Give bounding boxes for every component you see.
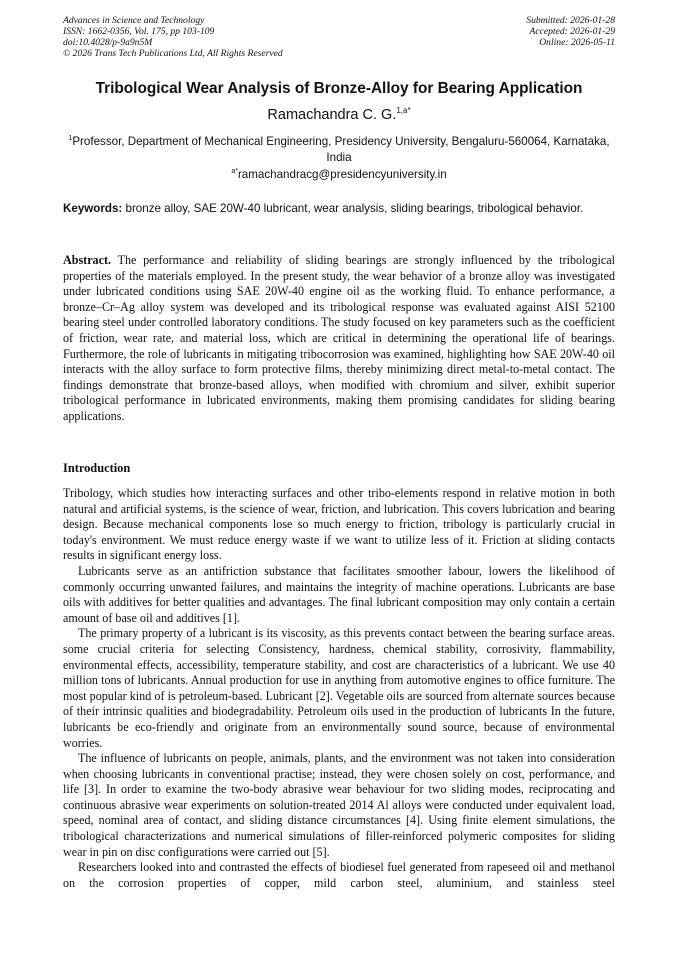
paragraph: Lubricants serve as an antifriction substance that facilitates smoother labour, lowers the likelihood of commonly occurring unwanted failures, and maintains the integrity of machine operations. Lubricants are base oils with additives for better qualities and advantages. The final lubricant composition may only contain a certain amount of base oil and additives [1].	[63, 563, 615, 625]
introduction-body	[63, 486, 615, 891]
abstract-label: Abstract.	[63, 253, 112, 267]
paragraph: The primary property of a lubricant is its viscosity, as this prevents contact between the bearing surface areas. some crucial criteria for selecting Consistency, hardness, chemical stability, corrosivity, flammability, environmental effects, accessibility, temperature stability, and cost are characteristics of a lubricant. We use 40 million tons of lubricants. Annual production for use in anything from automotive engines to office furniture. The most popular kind of is petroleum-based. Lubricant [2]. Vegetable oils are sourced from alternate sources because of their intrinsic qualities and biodegradability. Petroleum oils used in the production of lubricants In the future, lubricants be eco-friendly and originate from an environmentally sound source, because of environmental worries.	[63, 626, 615, 750]
header-right	[395, 15, 615, 48]
affiliation	[63, 131, 615, 166]
doi-line: doi:10.4028/p-9a9n5M	[63, 37, 153, 48]
abstract	[63, 253, 615, 425]
author-name: Ramachandra C. G.	[267, 106, 397, 123]
paragraph: Researchers looked into and contrasted the effects of biodiesel fuel generated from rapeseed oil and methanol on the corrosion properties of copper, mild carbon steel, aluminium, and stainless steel	[63, 860, 615, 890]
affiliation-superscript: 1	[68, 135, 73, 142]
submitted-date: Submitted: 2026-01-28	[526, 15, 615, 26]
keywords-label: Keywords:	[63, 202, 123, 215]
accepted-date: Accepted: 2026-01-29	[529, 26, 615, 37]
author-email[interactable]: ramachandracg@presidencyuniversity.in	[237, 168, 447, 181]
copyright-line: © 2026 Trans Tech Publications Ltd, All Rights Reserved	[63, 48, 283, 59]
journal-name: Advances in Science and Technology	[63, 15, 205, 26]
abstract-text: The performance and reliability of sliding bearings are strongly influenced by the tribological properties of the materials employed. In the present study, the wear behavior of a bronze alloy was investigated under lubricated conditions using SAE 20W-40 engine oil as the working fluid. To enhance performance, a bronze–Cr–Ag alloy system was developed and its tribological response was evaluated against AISI 52100 bearing steel under controlled laboratory conditions. The study focused on key parameters such as the coefficient of friction, wear rate, and material loss, which are critical in determining the operational life of bearings. Furthermore, the role of lubricants in mitigating tribocorrosion was examined, highlighting how SAE 20W-40 oil interacts with the alloy surface to form protective films, thereby minimizing direct metal-to-metal contact. The findings demonstrate that bronze-based alloys, when modified with chromium and silver, exhibit superior tribological performance in lubricated environments, making them promising candidates for sliding bearing applications.	[63, 253, 615, 423]
keywords	[63, 201, 615, 217]
affiliation-text: Professor, Department of Mechanical Engineering, Presidency University, Bengaluru-560064, Karnataka, India	[72, 134, 610, 164]
paragraph: Tribology, which studies how interacting surfaces and other tribo-elements respond in relative motion in both natural and artificial systems, is the science of wear, friction, and lubrication. This covers lubrication and bearing design. Because mechanical components lose so much energy to friction, tribology is particularly crucial in today's environment. We must reduce energy waste if we want to utilize less of it. Friction at sliding contacts results in significant energy loss.	[63, 486, 615, 563]
email-line	[63, 168, 615, 181]
paragraph: The influence of lubricants on people, animals, plants, and the environment was not taken into consideration when choosing lubricants in conventional practise; instead, they were chosen solely on cost, performance, and life [3]. In order to examine the two-body abrasive wear behaviour for two sliding modes, reciprocating and continuous abrasive wear experiments on solution-treated 2014 Al alloys were conducted under equivalent load, speed, nominal area of contact, and sliding distance circumstances [4]. Using finite element simulations, the tribological characterizations and numerical simulations of filler-reinforced polymeric composites for sliding wear in pin on disc configurations were carried out [5].	[63, 751, 615, 859]
issn-line: ISSN: 1662-0356, Vol. 175, pp 103-109	[63, 26, 215, 37]
paper-title: Tribological Wear Analysis of Bronze-Alloy for Bearing Application	[95, 80, 583, 97]
section-heading-introduction: Introduction	[63, 461, 131, 475]
online-date: Online: 2026-05-11	[539, 37, 615, 48]
header-left	[63, 15, 393, 59]
email-superscript: a*	[231, 168, 238, 176]
author-superscript: 1,a*	[396, 106, 411, 115]
keywords-text: bronze alloy, SAE 20W-40 lubricant, wear analysis, sliding bearings, tribological behavior.	[122, 202, 584, 215]
author-line	[40, 106, 638, 123]
